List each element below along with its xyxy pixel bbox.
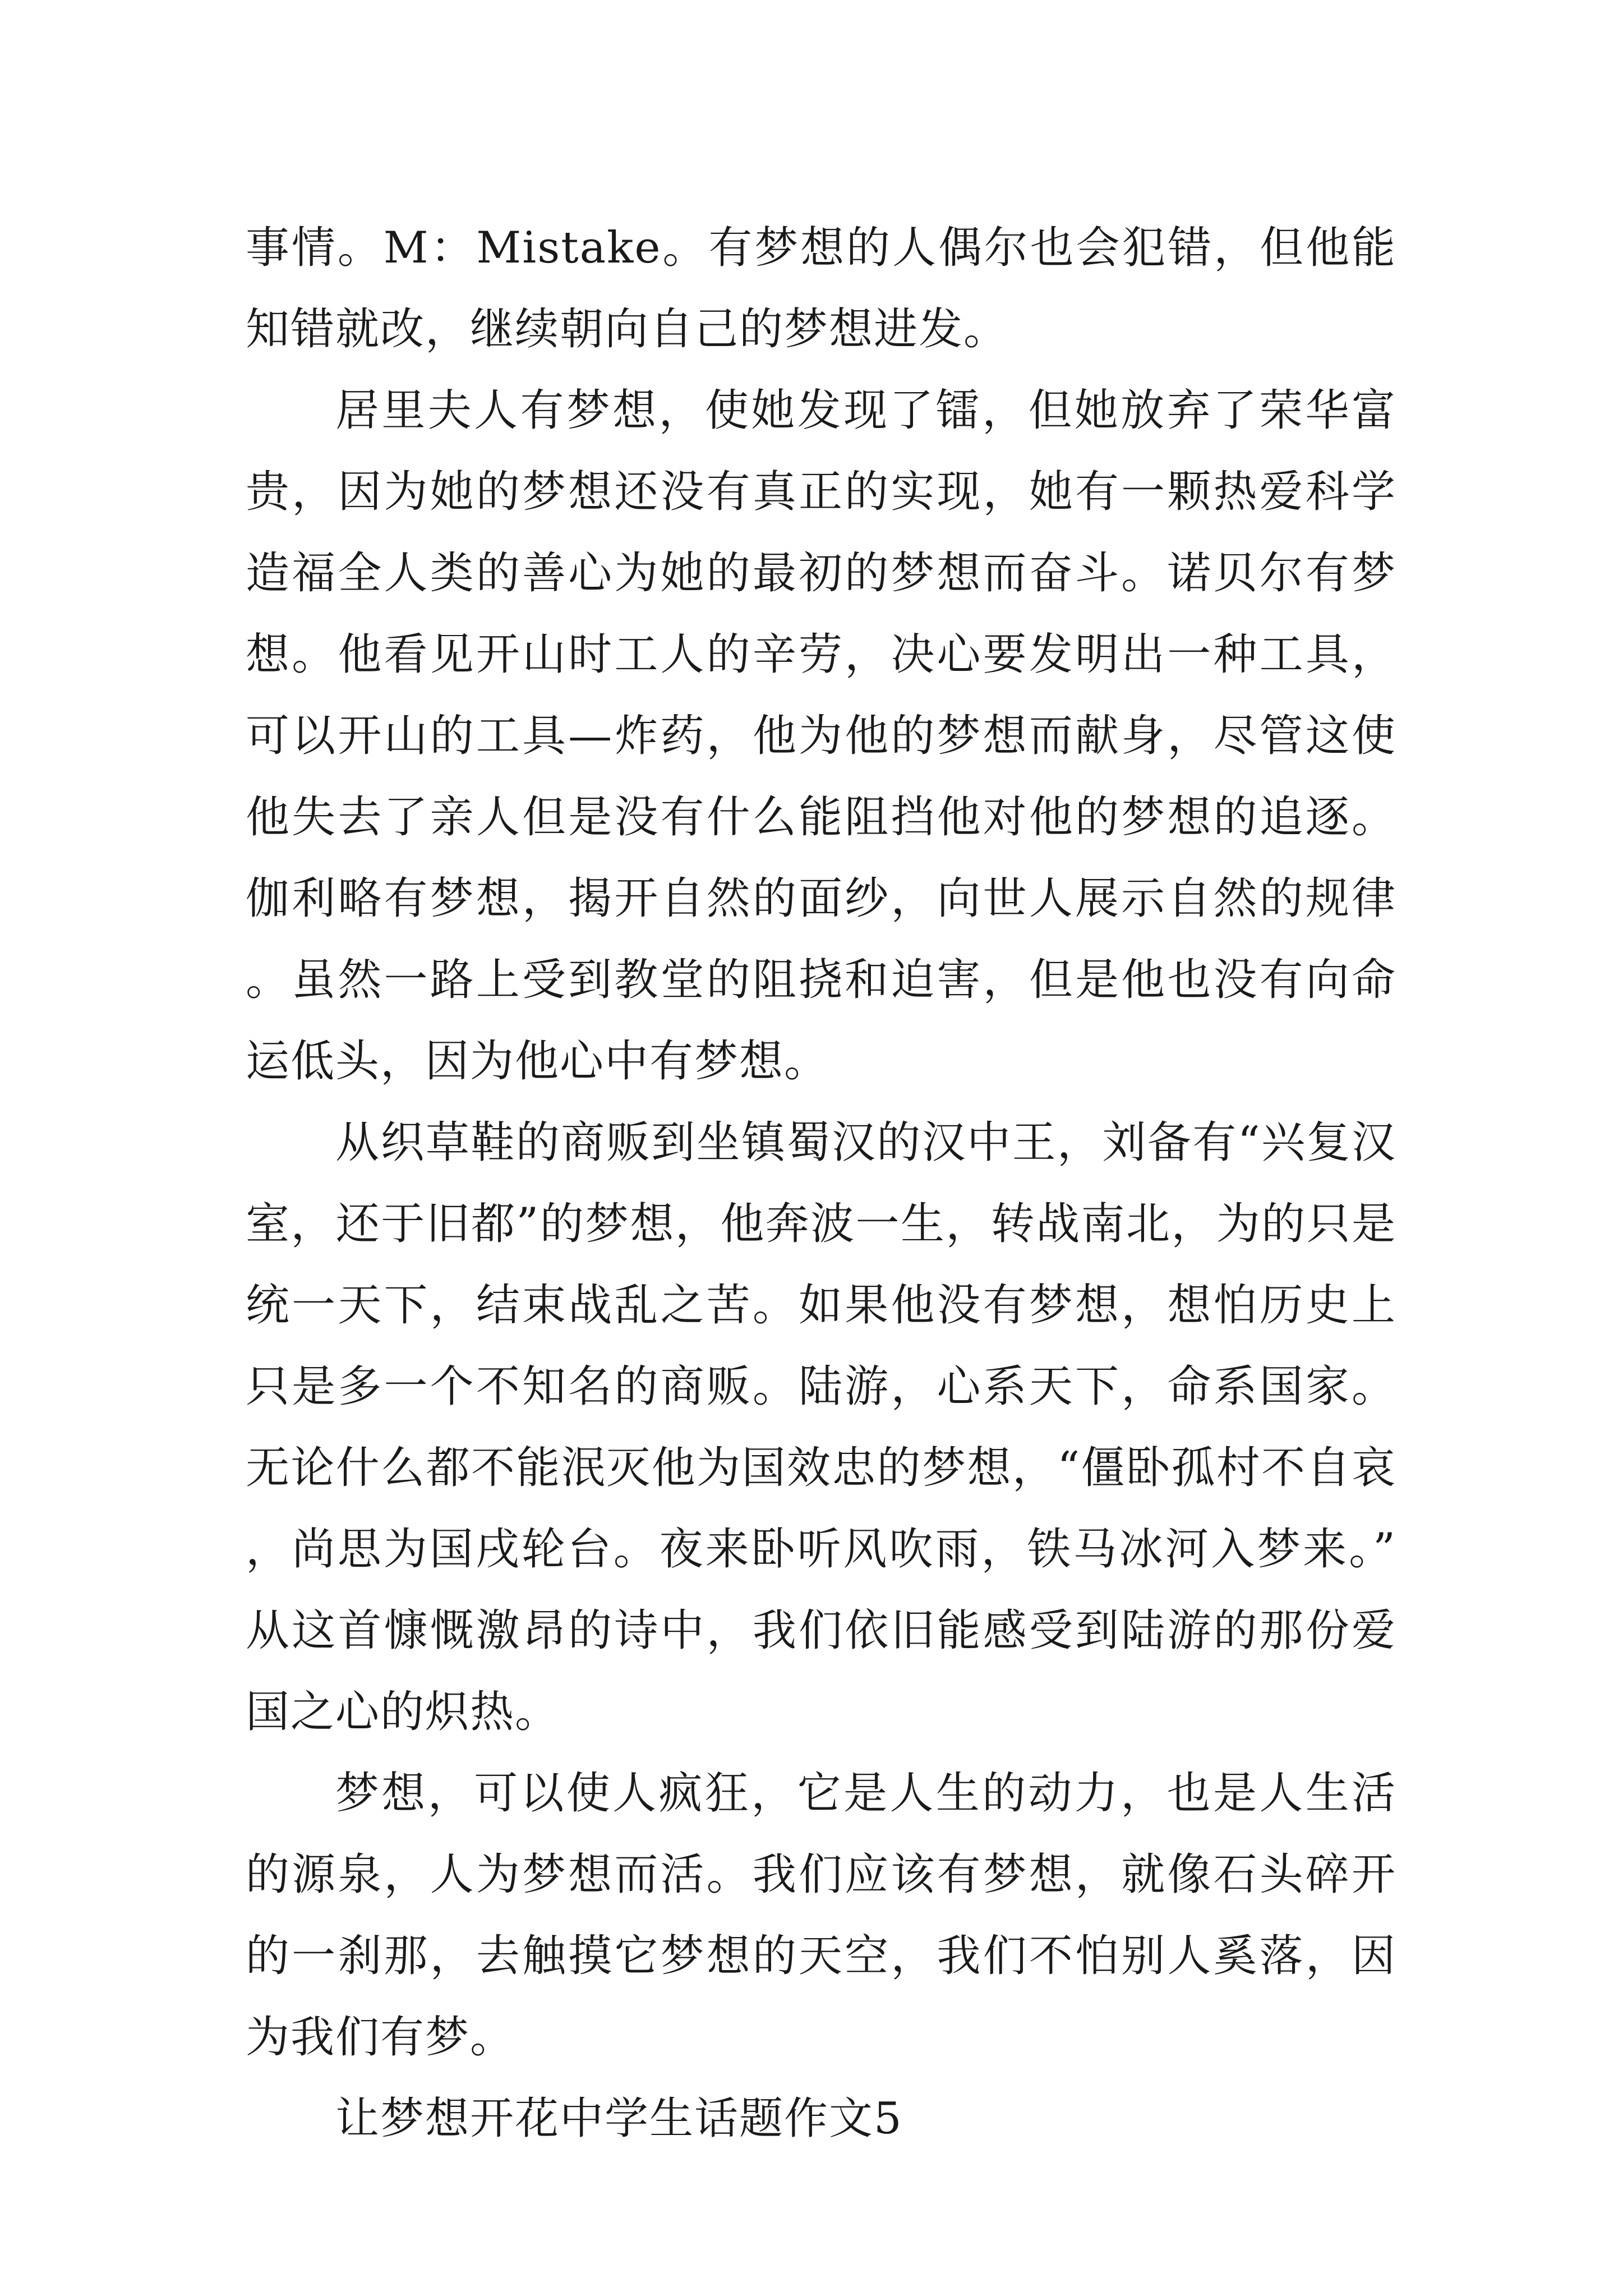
paragraph-4: 梦想，可以使人疯狂，它是人生的动力，也是人生活的源泉，人为梦想而活。我们应该有梦想，就像石头碎开的一刹那，去触摸它梦想的天空，我们不怕别人奚落，因为我们有梦。 bbox=[246, 1768, 1396, 2063]
paragraph-1: 事情。M：Mistake。有梦想的人偶尔也会犯错，但他能知错就改，继续朝向自己的梦想进发。 bbox=[246, 223, 1396, 355]
essay-body bbox=[246, 208, 1396, 2160]
paragraph-3: 从织草鞋的商贩到坐镇蜀汉的汉中王，刘备有“兴复汉室，还于旧都”的梦想，他奔波一生，转战南北，为的只是统一天下，结束战乱之苦。如果他没有梦想，想怕历史上只是多一个不知名的商贩。陆游，心系天下，命系国家。无论什么都不能泯灭他为国效忠的梦想，“僵卧孤村不自哀，尚思为国戌轮台。夜来卧听风吹雨，铁马冰河入梦来。”从这首慷慨激昂的诗中，我们依旧能感受到陆游的那份爱国之心的炽热。 bbox=[246, 1117, 1396, 1737]
next-essay-heading: 让梦想开花中学生话题作文5 bbox=[335, 2093, 903, 2144]
paragraph-2: 居里夫人有梦想，使她发现了镭，但她放弃了荣华富贵，因为她的梦想还没有真正的实现，她有一颗热爱科学造福全人类的善心为她的最初的梦想而奋斗。诺贝尔有梦想。他看见开山时工人的辛劳，决心要发明出一种工具，可以开山的工具—炸药，他为他的梦想而献身，尽管这使他失去了亲人但是没有什么能阻挡他对他的梦想的追逐。伽利略有梦想，揭开自然的面纱，向世人展示自然的规律。虽然一路上受到教堂的阻挠和迫害，但是他也没有向命运低头，因为他心中有梦想。 bbox=[246, 385, 1396, 1087]
